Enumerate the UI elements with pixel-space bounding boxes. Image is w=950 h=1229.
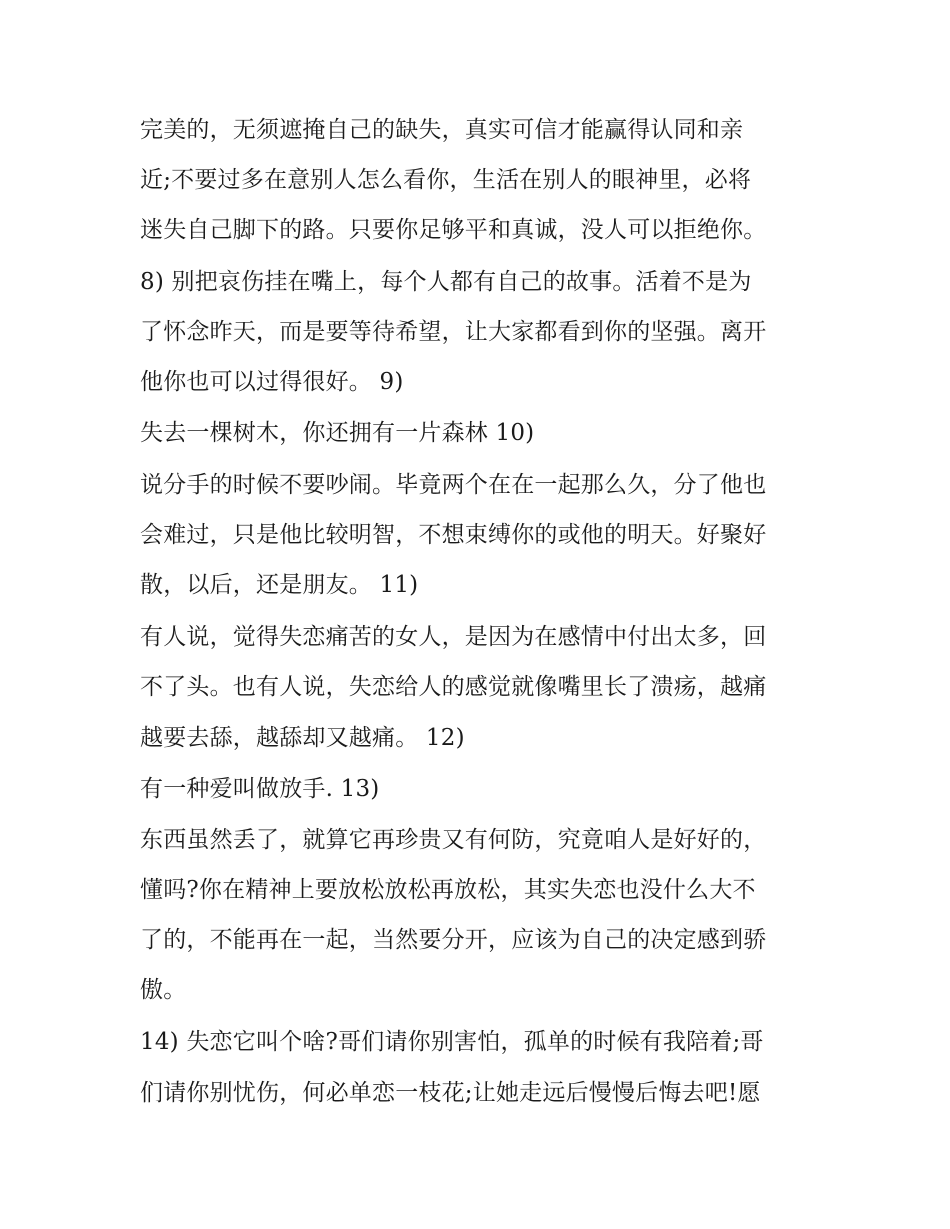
text-line: 东西虽然丢了，就算它再珍贵又有何防，究竟咱人是好好的， xyxy=(140,827,767,853)
text-line: 会难过，只是他比较明智，不想束缚你的或他的明天。好聚好 xyxy=(140,522,767,548)
text-line: 完美的，无须遮掩自己的缺失，真实可信才能赢得认同和亲 xyxy=(140,117,744,143)
text-line: 14) 失恋它叫个啥?哥们请你别害怕，孤单的时候有我陪着;哥 xyxy=(140,1029,764,1055)
text-line: 说分手的时候不要吵闹。毕竟两个在在一起那么久，分了他也 xyxy=(140,472,767,498)
text-line: 傲。 xyxy=(140,977,187,1003)
text-line: 失去一棵树木，你还拥有一片森林 10) xyxy=(140,420,535,446)
text-line: 迷失自己脚下的路。只要你足够平和真诚，没人可以拒绝你。 xyxy=(140,217,767,243)
text-line: 们请你别忧伤，何必单恋一枝花;让她走远后慢慢后悔去吧!愿 xyxy=(140,1080,761,1106)
text-line: 散，以后，还是朋友。 11) xyxy=(140,572,419,598)
text-line: 8) 别把哀伤挂在嘴上，每个人都有自己的故事。活着不是为 xyxy=(140,269,752,295)
text-line: 不了头。也有人说，失恋给人的感觉就像嘴里长了溃疡，越痛 xyxy=(140,674,767,700)
text-line: 了的，不能再在一起，当然要分开，应该为自己的决定感到骄 xyxy=(140,927,767,953)
text-line: 懂吗?你在精神上要放松放松再放松，其实失恋也没什么大不 xyxy=(140,877,756,903)
text-line: 越要去舔，越舔却又越痛。 12) xyxy=(140,725,465,751)
text-line: 他你也可以过得很好。 9) xyxy=(140,369,404,395)
text-line: 近;不要过多在意别人怎么看你，生活在别人的眼神里，必将 xyxy=(140,167,752,193)
text-line: 有一种爱叫做放手. 13) xyxy=(140,776,380,802)
text-line: 有人说，觉得失恋痛苦的女人，是因为在感情中付出太多，回 xyxy=(140,624,767,650)
text-line: 了怀念昨天，而是要等待希望，让大家都看到你的坚强。离开 xyxy=(140,319,767,345)
